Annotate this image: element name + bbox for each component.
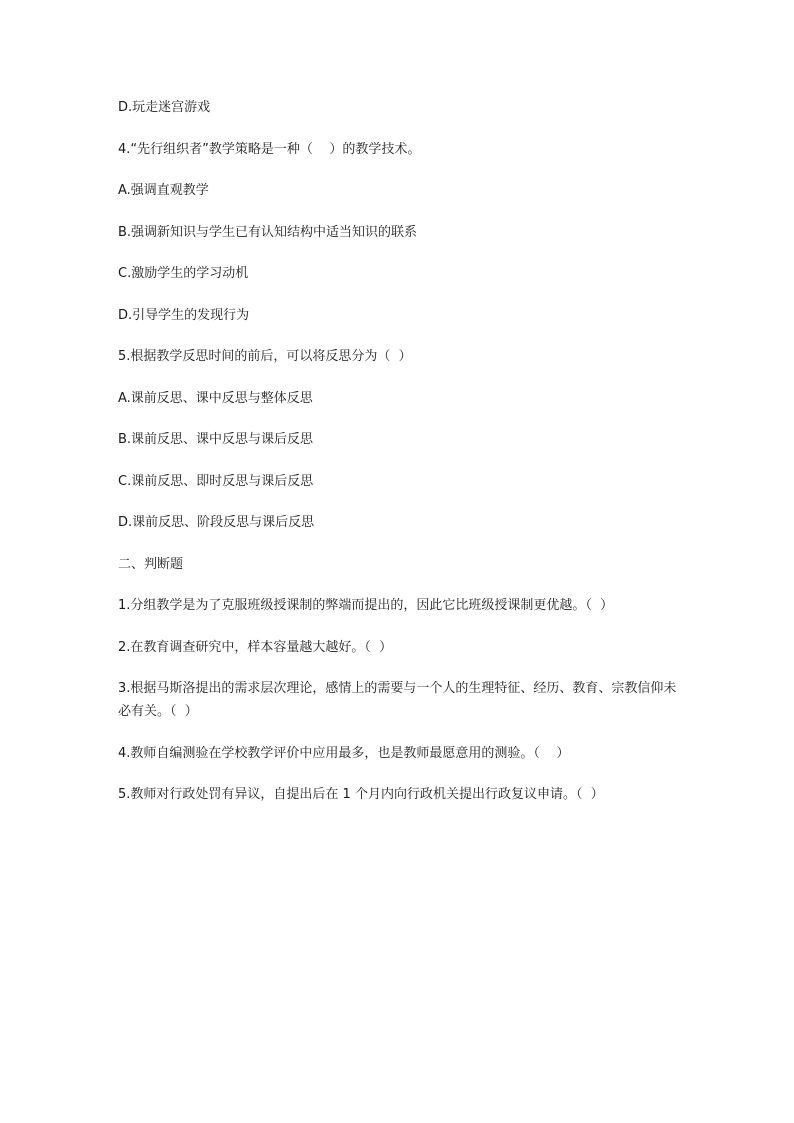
q4-stem: 4.“先行组织者”教学策略是一种（ ）的教学技术。 xyxy=(118,142,421,157)
q5-option-b: B.课前反思、课中反思与课后反思 xyxy=(118,432,314,447)
q4-option-b: B.强调新知识与学生已有认知结构中适当知识的联系 xyxy=(118,225,418,240)
q5-stem: 5.根据教学反思时间的前后，可以将反思分为（ ） xyxy=(118,349,412,364)
q5-option-c: C.课前反思、即时反思与课后反思 xyxy=(118,474,314,489)
q4-option-d: D.引导学生的发现行为 xyxy=(118,308,250,323)
q5-option-a: A.课前反思、课中反思与整体反思 xyxy=(118,391,313,406)
judgment-section-heading: 二、判断题 xyxy=(118,557,184,572)
judgment-item-1: 1.分组教学是为了克服班级授课制的弊端而提出的，因此它比班级授课制更优越。（ ） xyxy=(118,598,614,613)
judgment-item-3: 3.根据马斯洛提出的需求层次理论，感情上的需要与一个人的生理特征、经历、教育、宗教信仰未必有关。（ ） xyxy=(118,681,677,719)
q3-option-d: D.玩走迷宫游戏 xyxy=(118,100,211,115)
judgment-item-4: 4.教师自编测验在学校教学评价中应用最多，也是教师最愿意用的测验。（ ） xyxy=(118,746,570,761)
judgment-item-5: 5.教师对行政处罚有异议，自提出后在 1 个月内向行政机关提出行政复议申请。（ ） xyxy=(118,787,604,802)
q5-option-d: D.课前反思、阶段反思与课后反思 xyxy=(118,515,315,530)
q4-option-c: C.激励学生的学习动机 xyxy=(118,266,249,281)
q4-option-a: A.强调直观教学 xyxy=(118,183,209,198)
judgment-item-2: 2.在教育调查研究中，样本容量越大越好。（ ） xyxy=(118,640,393,655)
